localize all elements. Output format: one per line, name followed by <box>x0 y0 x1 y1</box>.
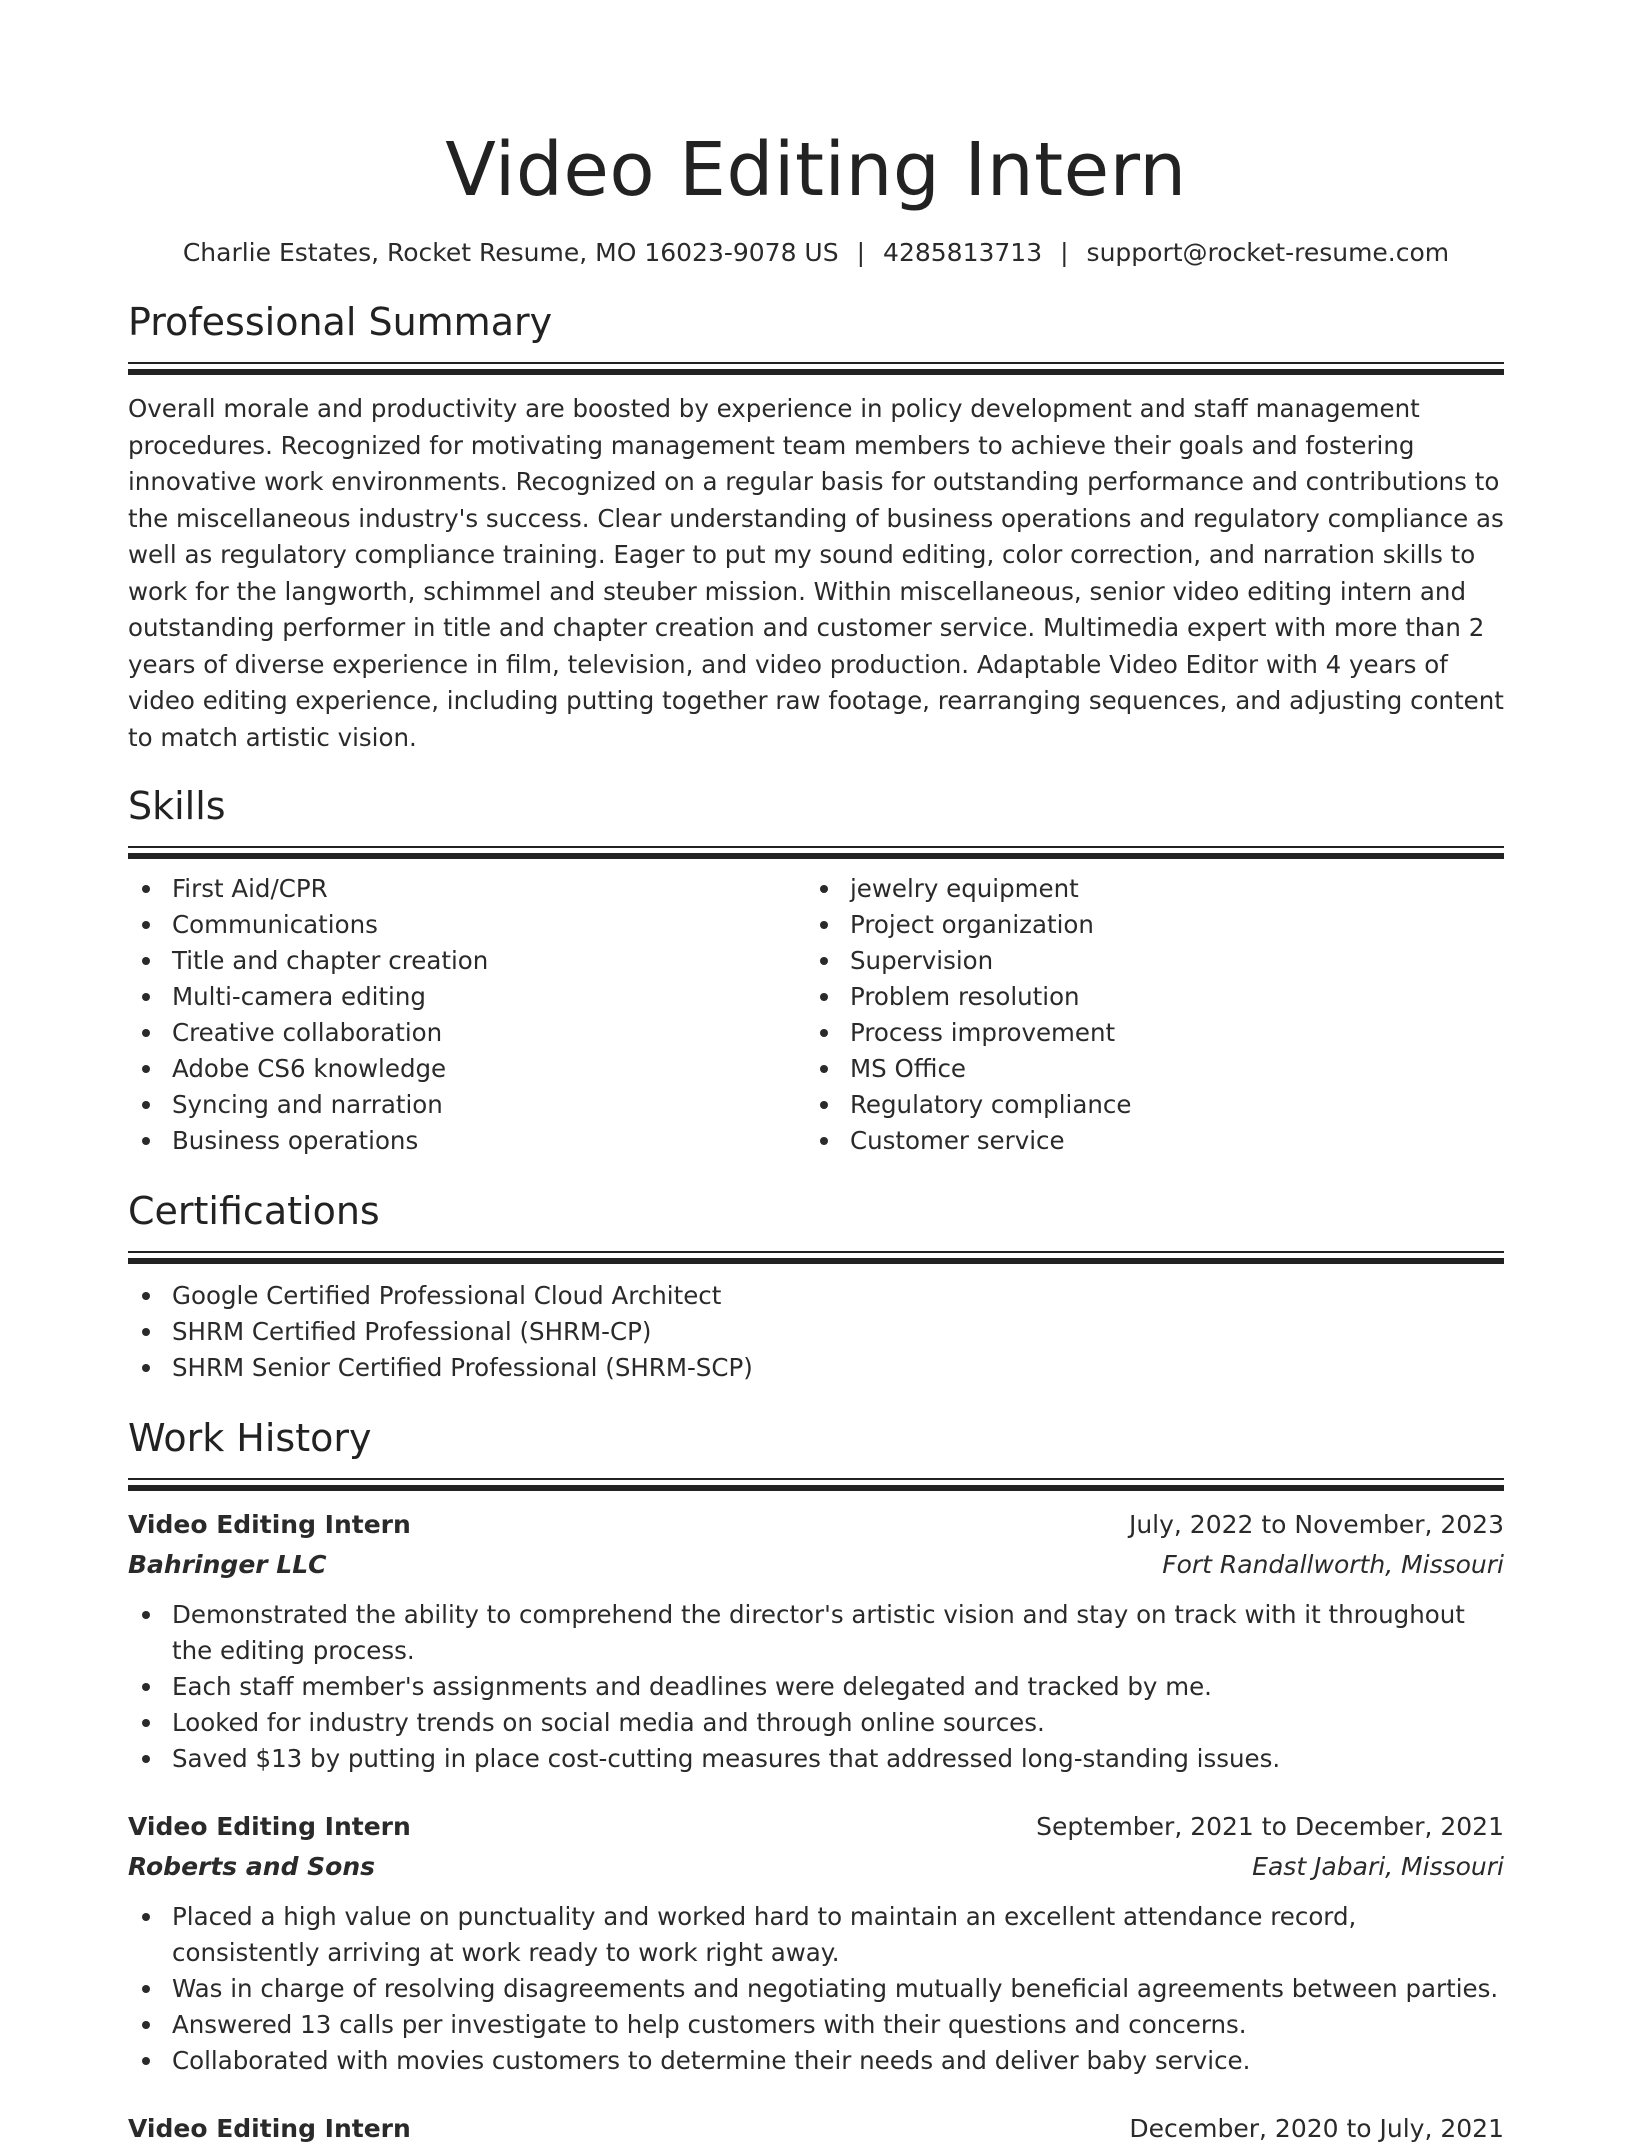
job-duty-item: Saved $13 by putting in place cost-cutting measures that addressed long-standing issues. <box>128 1741 1504 1777</box>
job-duty-item: Each staff member's assignments and deadlines were delegated and tracked by me. <box>128 1669 1504 1705</box>
job-entry <box>128 2109 1504 2149</box>
job-company-row <box>128 1545 1504 1585</box>
resume-page <box>128 0 1504 2149</box>
job-duties-list <box>128 1899 1504 2079</box>
job-duty-item: Looked for industry trends on social media and through online sources. <box>128 1705 1504 1741</box>
section-divider-thin <box>128 1251 1504 1253</box>
job-company-row <box>128 1847 1504 1887</box>
skill-item: First Aid/CPR <box>128 871 806 907</box>
job-duty-item: Answered 13 calls per investigate to help customers with their questions and concerns. <box>128 2007 1504 2043</box>
section-divider-thin <box>128 846 1504 848</box>
skill-item: Creative collaboration <box>128 1015 806 1051</box>
work-history-section <box>128 1412 1504 2149</box>
job-header-row <box>128 1807 1504 1847</box>
job-dates: September, 2021 to December, 2021 <box>1036 1812 1504 1841</box>
skill-item: Communications <box>128 907 806 943</box>
job-location: East Jabari, Missouri <box>1252 1852 1504 1881</box>
skill-item: jewelry equipment <box>806 871 1484 907</box>
skill-item: Business operations <box>128 1123 806 1159</box>
section-divider-thick <box>128 369 1504 375</box>
job-header-row <box>128 1505 1504 1545</box>
job-duty-item: Collaborated with movies customers to determine their needs and deliver baby service. <box>128 2043 1504 2079</box>
job-entry <box>128 1807 1504 2079</box>
skills-heading: Skills <box>128 784 226 828</box>
section-divider-thick <box>128 1258 1504 1264</box>
skills-section <box>128 780 1504 1159</box>
job-title: Video Editing Intern <box>128 1812 411 1841</box>
certification-item: Google Certified Professional Cloud Architect <box>128 1278 1504 1314</box>
skill-item: MS Office <box>806 1051 1484 1087</box>
skill-item: Adobe CS6 knowledge <box>128 1051 806 1087</box>
contact-address: Charlie Estates, Rocket Resume, MO 16023-9078 US <box>182 238 839 267</box>
contact-line <box>128 236 1504 270</box>
skills-right-list <box>806 871 1484 1159</box>
job-title: Video Editing Intern <box>128 1510 411 1539</box>
certification-item: SHRM Certified Professional (SHRM-CP) <box>128 1314 1504 1350</box>
skill-item: Multi-camera editing <box>128 979 806 1015</box>
skill-item: Regulatory compliance <box>806 1087 1484 1123</box>
contact-separator: | <box>1060 238 1069 267</box>
certifications-list <box>128 1278 1504 1386</box>
job-header-row <box>128 2109 1504 2149</box>
job-duty-item: Placed a high value on punctuality and worked hard to maintain an excellent attendance record, consistently arriving at work ready to work right away. <box>128 1899 1504 1971</box>
skill-item: Supervision <box>806 943 1484 979</box>
section-divider-thick <box>128 1485 1504 1491</box>
summary-section <box>128 296 1504 756</box>
job-duties-list <box>128 1597 1504 1777</box>
summary-text: Overall morale and productivity are boosted by experience in policy development and staff management procedures. Recognized for motivating management team members to achieve their goals and fostering innovative work environments. Recognized on a regular basis for outstanding performance and contributions to the miscellaneous industry's success. Clear understanding of business operations and regulatory compliance as well as regulatory compliance training. Eager to put my sound editing, color correction, and narration skills to work for the langworth, schimmel and steuber mission. Within miscellaneous, senior video editing intern and outstanding performer in title and chapter creation and customer service. Multimedia expert with more than 2 years of diverse experience in film, television, and video production. Adaptable Video Editor with 4 years of video editing experience, including putting together raw footage, rearranging sequences, and adjusting content to match artistic vision. <box>128 394 1504 752</box>
section-divider-thin <box>128 362 1504 364</box>
section-divider-thick <box>128 853 1504 859</box>
job-dates: July, 2022 to November, 2023 <box>1128 1510 1504 1539</box>
job-title: Video Editing Intern <box>128 2114 411 2143</box>
skills-right-column <box>806 871 1484 1159</box>
job-duty-item: Demonstrated the ability to comprehend the director's artistic vision and stay on track with it throughout the editing process. <box>128 1597 1504 1669</box>
summary-heading: Professional Summary <box>128 300 553 344</box>
contact-email: support@rocket-resume.com <box>1086 238 1450 267</box>
skill-item: Title and chapter creation <box>128 943 806 979</box>
contact-phone: 4285813713 <box>883 238 1043 267</box>
certifications-section <box>128 1185 1504 1386</box>
resume-title: Video Editing Intern <box>445 127 1187 213</box>
job-entry <box>128 1505 1504 1777</box>
job-duty-item: Was in charge of resolving disagreements and negotiating mutually beneficial agreements between parties. <box>128 1971 1504 2007</box>
job-dates: December, 2020 to July, 2021 <box>1129 2114 1504 2143</box>
work-history-heading: Work History <box>128 1416 372 1460</box>
job-company: Bahringer LLC <box>128 1550 327 1579</box>
job-location: Fort Randallworth, Missouri <box>1162 1550 1504 1579</box>
skills-left-column <box>128 871 806 1159</box>
certifications-heading: Certifications <box>128 1189 380 1233</box>
skill-item: Syncing and narration <box>128 1087 806 1123</box>
section-divider-thin <box>128 1478 1504 1480</box>
certification-item: SHRM Senior Certified Professional (SHRM-SCP) <box>128 1350 1504 1386</box>
contact-separator: | <box>856 238 866 267</box>
skills-columns <box>128 871 1504 1159</box>
skills-left-list <box>128 871 806 1159</box>
job-company: Roberts and Sons <box>128 1852 376 1881</box>
skill-item: Process improvement <box>806 1015 1484 1051</box>
skill-item: Customer service <box>806 1123 1484 1159</box>
skill-item: Project organization <box>806 907 1484 943</box>
skill-item: Problem resolution <box>806 979 1484 1015</box>
